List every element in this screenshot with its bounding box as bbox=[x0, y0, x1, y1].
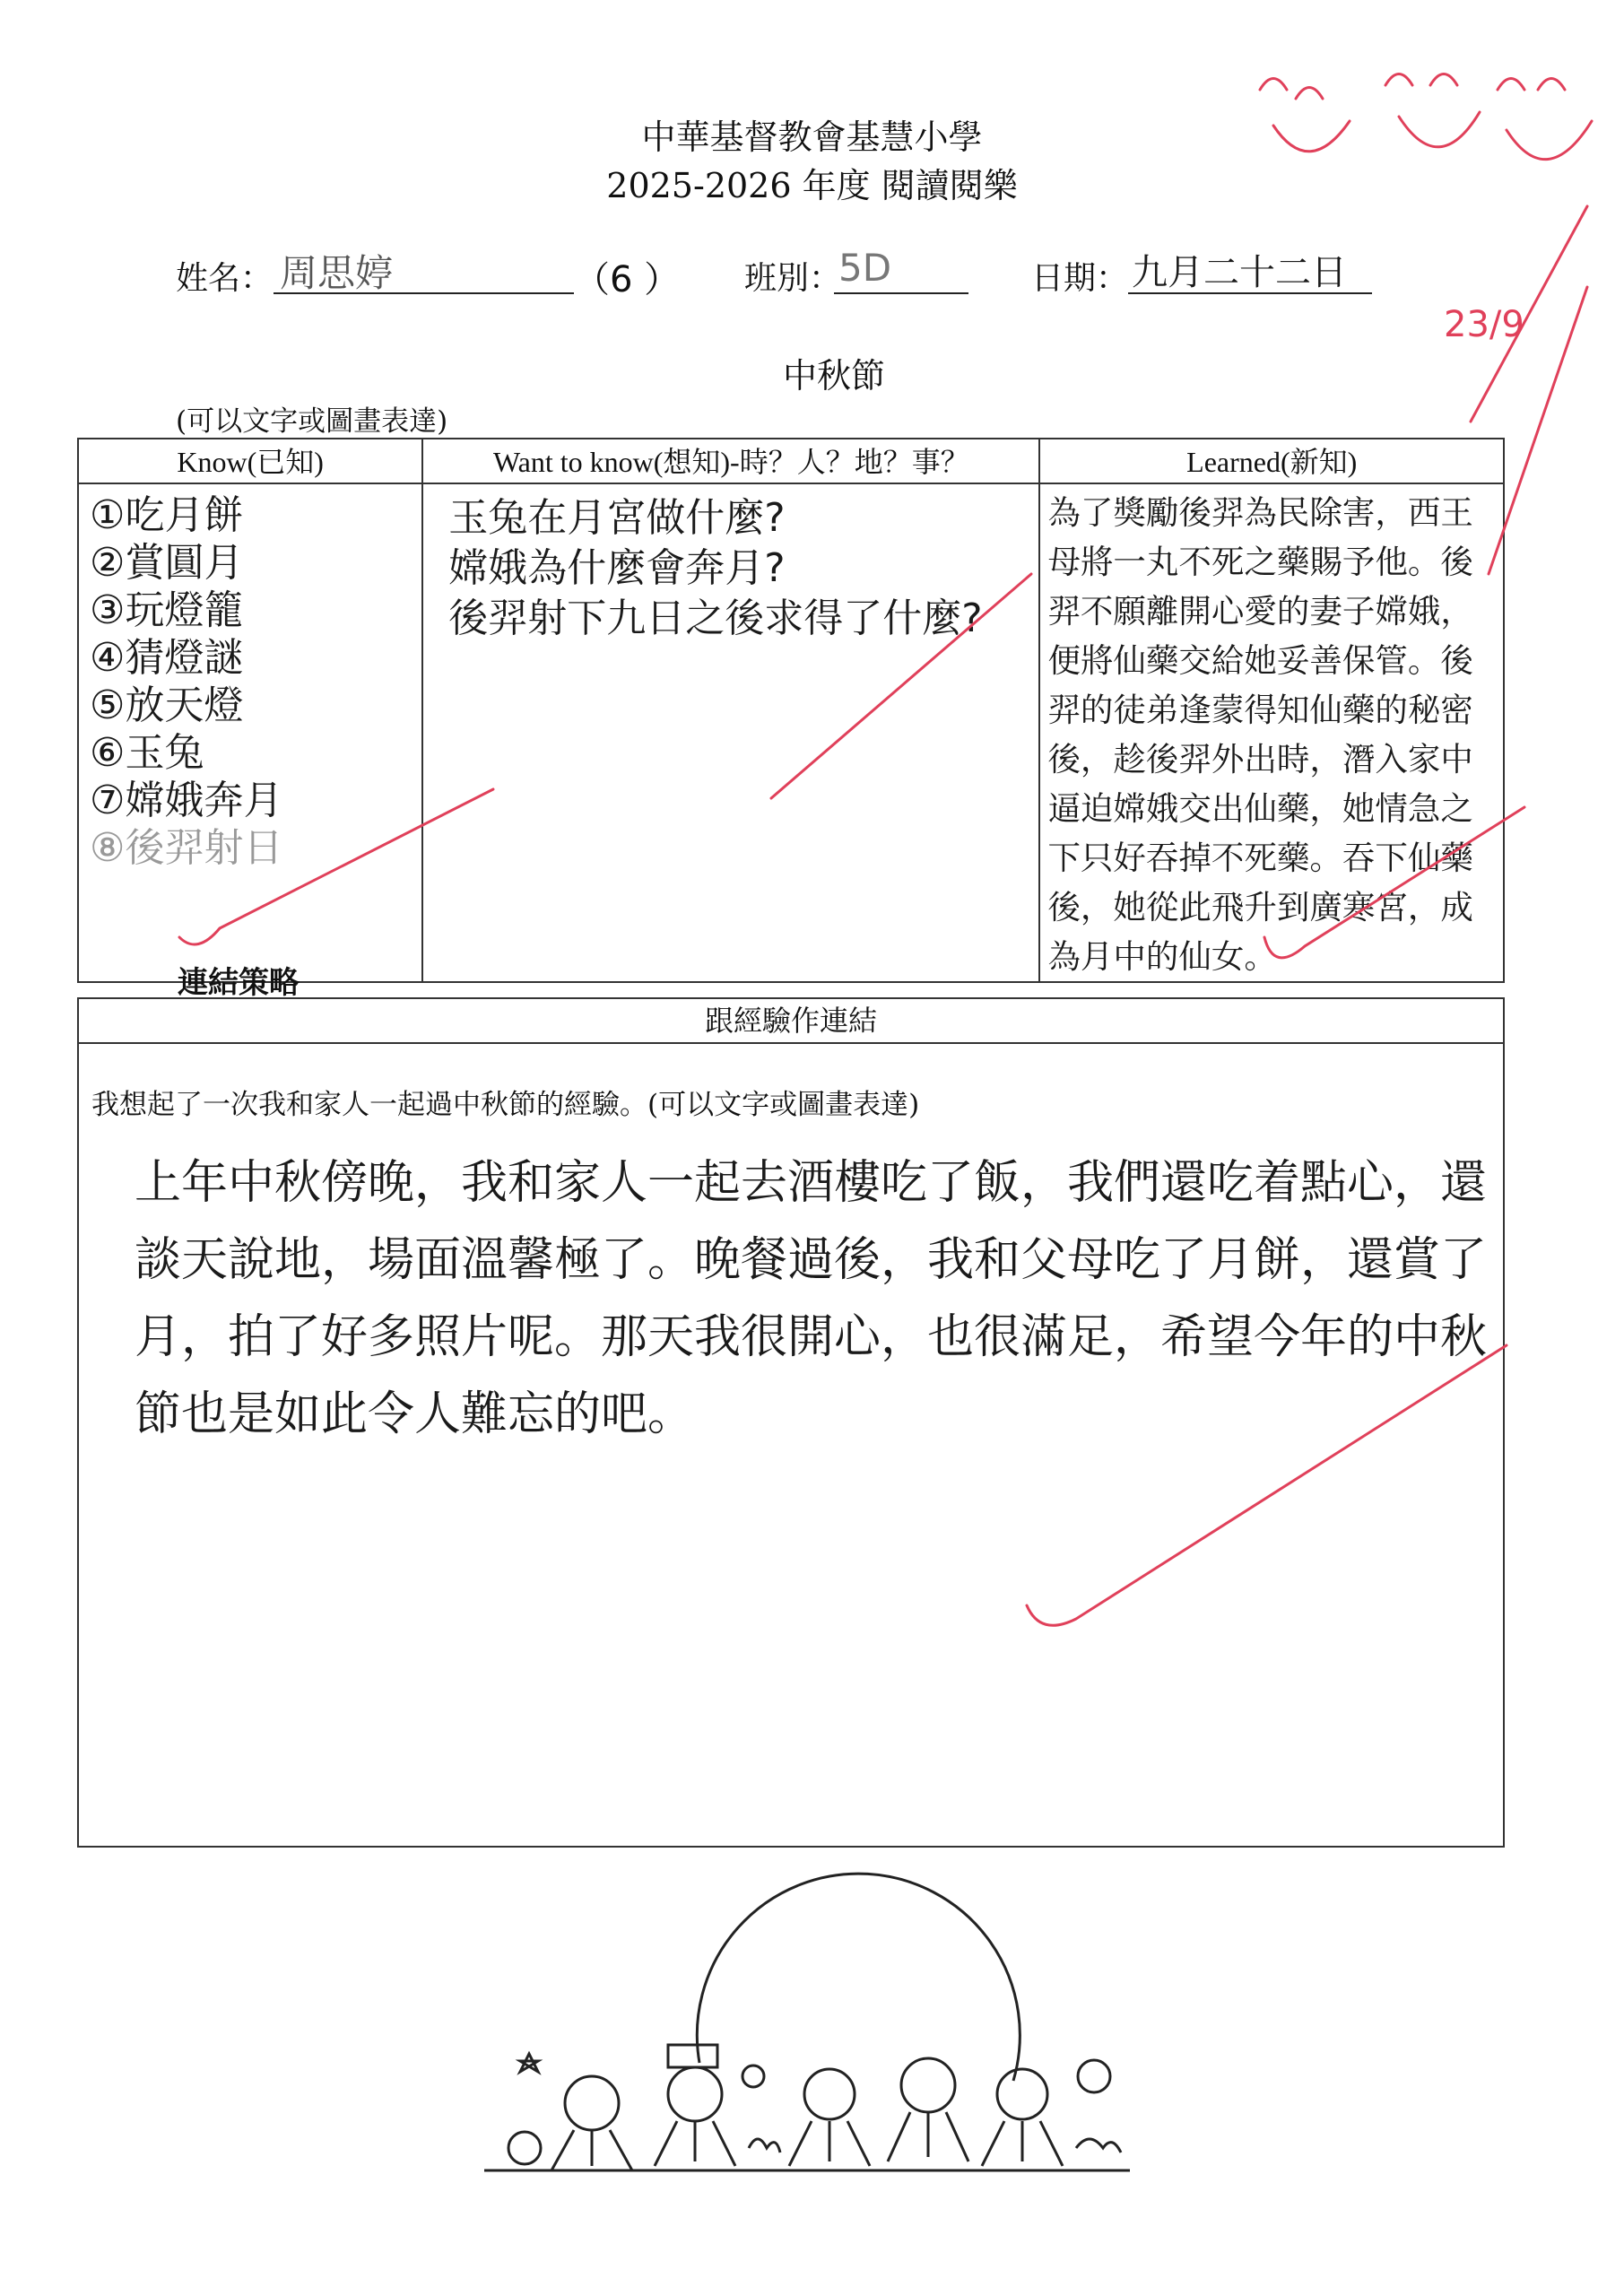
know-item: ⑥玉兔 bbox=[90, 730, 204, 776]
name-value: 周思婷 bbox=[280, 251, 394, 295]
want-item: 後羿射下九日之後求得了什麼? bbox=[448, 596, 983, 641]
want-item: 玉兔在月宮做什麼? bbox=[448, 495, 786, 541]
know-item: ②賞圓月 bbox=[90, 540, 244, 586]
class-number: （6 ） bbox=[574, 259, 681, 300]
know-header: Know(已知) bbox=[78, 439, 422, 483]
topic-title: 中秋節 bbox=[782, 356, 885, 396]
learned-header: Learned(新知) bbox=[1039, 439, 1504, 483]
grade-note: 23/9 bbox=[1444, 304, 1524, 345]
connection-section-title: 連結策略 bbox=[178, 965, 300, 1001]
know-item: ⑤放天燈 bbox=[90, 683, 244, 728]
connection-essay: 上年中秋傍晚，我和家人一起去酒樓吃了飯，我們還吃着點心，還談天說地，場面溫馨極了。晚餐過後，我和父母吃了月餅，還賞了月，拍了好多照片呢。那天我很開心，也很滿足，希望今年的中秋節也是如此令人難忘的吧。 bbox=[135, 1156, 1488, 1441]
kwl-note: (可以文字或圖畫表達) bbox=[176, 405, 448, 438]
connection-box-title: 跟經驗作連結 bbox=[79, 999, 1503, 1044]
date-label: 日期： bbox=[1031, 260, 1129, 297]
children-lanterns-icon bbox=[508, 2045, 1121, 2170]
know-item: ⑧後羿射日 bbox=[90, 825, 283, 871]
want-item: 嫦娥為什麼會奔月? bbox=[448, 545, 786, 591]
want-header: Want to know(想知)-時？人？地？事？ bbox=[422, 439, 1039, 483]
class-value: 5D bbox=[838, 246, 892, 290]
know-item: ④猜燈謎 bbox=[90, 635, 244, 681]
learned-text: 為了獎勵後羿為民除害，西王母將一丸不死之藥賜予他。後羿不願離開心愛的妻子嫦娥，便將仙藥交給她妥善保管。後羿的徒弟逢蒙得知仙藥的秘密後，趁後羿外出時，潛入家中逼迫嫦娥交出仙藥，她情急之下只好吞掉不死藥。吞下仙藥後，她從此飛升到廣寒宮，成為月中的仙女。 bbox=[1047, 493, 1473, 976]
know-item: ⑦嫦娥奔月 bbox=[90, 778, 283, 823]
connection-prompt: 我想起了一次我和家人一起過中秋節的經驗。(可以文字或圖畫表達) bbox=[91, 1089, 920, 1121]
date-value: 九月二十二日 bbox=[1132, 252, 1347, 293]
class-label: 班別： bbox=[744, 260, 842, 297]
name-label: 姓名： bbox=[176, 260, 274, 297]
know-item: ①吃月餅 bbox=[90, 492, 244, 538]
know-item: ③玩燈籠 bbox=[90, 587, 244, 633]
moon-outline-icon bbox=[697, 1874, 1020, 2081]
school-name: 中華基督教會基慧小學 bbox=[641, 117, 983, 157]
worksheet-title: 2025-2026 年度 閱讀閱樂 bbox=[606, 166, 1018, 205]
